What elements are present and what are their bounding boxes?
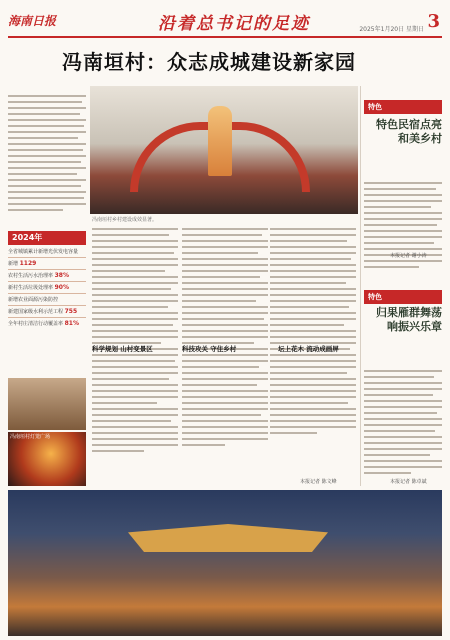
right-article-title-2: 归果雁群舞荡响振兴乐章: [376, 306, 442, 333]
main-photo: [90, 86, 358, 214]
photo-pavilion: [128, 524, 328, 552]
stat-text: 农村生活污水治理率: [8, 273, 54, 279]
right-section-label-1: 特色: [364, 100, 442, 114]
stat-text: 新增农业面源污染防控: [8, 297, 59, 303]
newspaper-logo: 海南日报: [8, 14, 57, 28]
article-column-3: [270, 228, 356, 438]
stat-text: 全省城镇累计新增光伏发电容量: [8, 249, 79, 255]
photo-caption: 冯南垣村灯笼广场: [10, 434, 51, 440]
subheading-2: 科技攻关 守住乡村: [182, 345, 237, 353]
photo-tower: [208, 106, 232, 176]
stats-list: [8, 248, 86, 328]
masthead: [8, 6, 442, 36]
stat-value: 90%: [54, 284, 69, 291]
stat-item: [8, 308, 86, 316]
stat-value: 38%: [54, 272, 69, 279]
stat-text: 新增: [8, 261, 19, 267]
subheading-1: 科学规划 山村变景区: [92, 345, 153, 353]
stat-item: [8, 248, 86, 256]
stat-item: [8, 284, 86, 292]
stats-section-label: 2024年: [8, 231, 86, 245]
stat-value: 1129: [19, 260, 37, 267]
photo-lanterns: [8, 432, 86, 486]
article-column-2: [182, 228, 268, 450]
right-article-2-text: [364, 370, 442, 478]
stat-item: [8, 296, 86, 304]
article-byline: 本报记者 陈文峰: [300, 479, 337, 485]
right-byline-1: 本报记者 谢小涛: [390, 253, 427, 259]
issue-date: 2025年1月20日 星期日: [359, 26, 424, 33]
left-text-block: [8, 95, 86, 215]
right-article-title-1: 特色民宿点亮和美乡村: [376, 118, 442, 145]
stat-value: 755: [64, 308, 78, 315]
stat-text: 新村生活垃圾处理率: [8, 285, 54, 291]
article-column-1: [92, 228, 178, 456]
stat-item: [8, 272, 86, 280]
main-photo-caption: 冯南垣村乡村建设成效显著。: [92, 217, 158, 223]
stat-value: 81%: [64, 320, 79, 327]
right-byline-2: 本报记者 陈卓斌: [390, 479, 427, 485]
masthead-rule: [8, 36, 442, 38]
right-section-label-2: 特色: [364, 290, 442, 304]
stat-item: [8, 320, 86, 328]
column-divider: [360, 86, 361, 486]
bottom-photo: [8, 490, 442, 636]
photo-gathering: [8, 378, 86, 430]
stat-item: [8, 260, 86, 268]
section-banner: 沿着总书记的足迹: [158, 14, 310, 34]
page-number: 3: [427, 11, 440, 32]
page-headline: 冯南垣村：众志成城建设新家园: [62, 50, 356, 74]
stat-text: 新建国家级水利示范工程: [8, 309, 64, 315]
subheading-3: 坛上花木 流动成画屏: [278, 345, 339, 353]
stat-text: 全年村庄清洁行动覆盖率: [8, 321, 64, 327]
